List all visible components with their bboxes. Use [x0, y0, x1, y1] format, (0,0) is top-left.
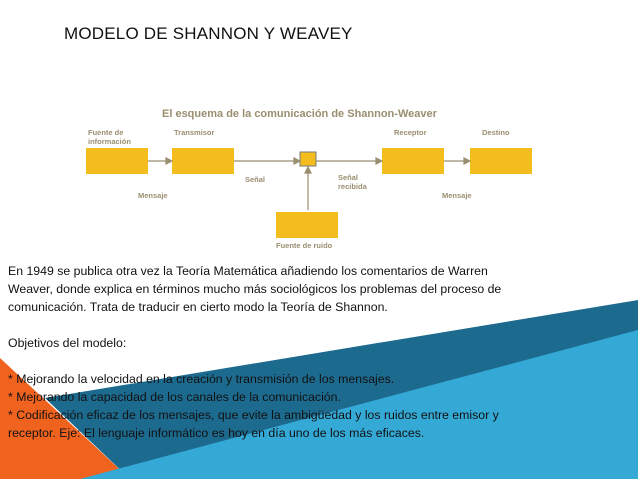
source-label-line1: Fuente de — [88, 128, 124, 137]
source-label-line2: información — [88, 137, 131, 146]
signal-label: Señal — [245, 175, 266, 184]
objective-1: * Mejorando la velocidad en la creación y transmisión de los mensajes. — [8, 372, 395, 386]
intro-line-2: Weaver, donde explica en términos mucho más sociológicos los problemas del proceso de — [8, 282, 502, 296]
received-signal-line1: Señal — [338, 173, 359, 182]
noise-box — [276, 212, 338, 238]
received-signal-line2: recibida — [338, 182, 367, 191]
shannon-weaver-diagram — [78, 100, 548, 250]
objective-3-line-1: * Codificación eficaz de los mensajes, que evite la ambigüedad y los ruidos entre emisor y — [8, 408, 499, 422]
diagram-heading: El esquema de la comunicación de Shannon-Weaver — [162, 108, 437, 120]
receiver-label: Receptor — [394, 128, 427, 137]
paragraph-gap — [8, 316, 608, 334]
objective-2: * Mejorando la capacidad de los canales de la comunicación. — [8, 390, 341, 404]
message-left-label: Mensaje — [138, 191, 168, 200]
objectives-heading: Objetivos del modelo: — [8, 336, 127, 350]
slide-title: MODELO DE SHANNON Y WEAVEY — [64, 24, 353, 43]
source-box — [86, 148, 148, 174]
transmitter-box — [172, 148, 234, 174]
intro-line-1: En 1949 se publica otra vez la Teoría Matemática añadiendo los comentarios de Warren — [8, 264, 488, 278]
transmitter-label: Transmisor — [174, 128, 215, 137]
channel-box — [300, 152, 316, 166]
destination-label: Destino — [482, 128, 510, 137]
paragraph-gap — [8, 352, 608, 370]
body-text — [8, 262, 608, 442]
destination-box — [470, 148, 532, 174]
noise-source-label: Fuente de ruido — [276, 241, 333, 250]
objective-3-line-2: receptor. Eje: El lenguaje informático es hoy en día uno de los más eficaces. — [8, 426, 425, 440]
receiver-box — [382, 148, 444, 174]
message-right-label: Mensaje — [442, 191, 472, 200]
intro-line-3: comunicación. Trata de traducir en cierto modo la Teoría de Shannon. — [8, 300, 388, 314]
